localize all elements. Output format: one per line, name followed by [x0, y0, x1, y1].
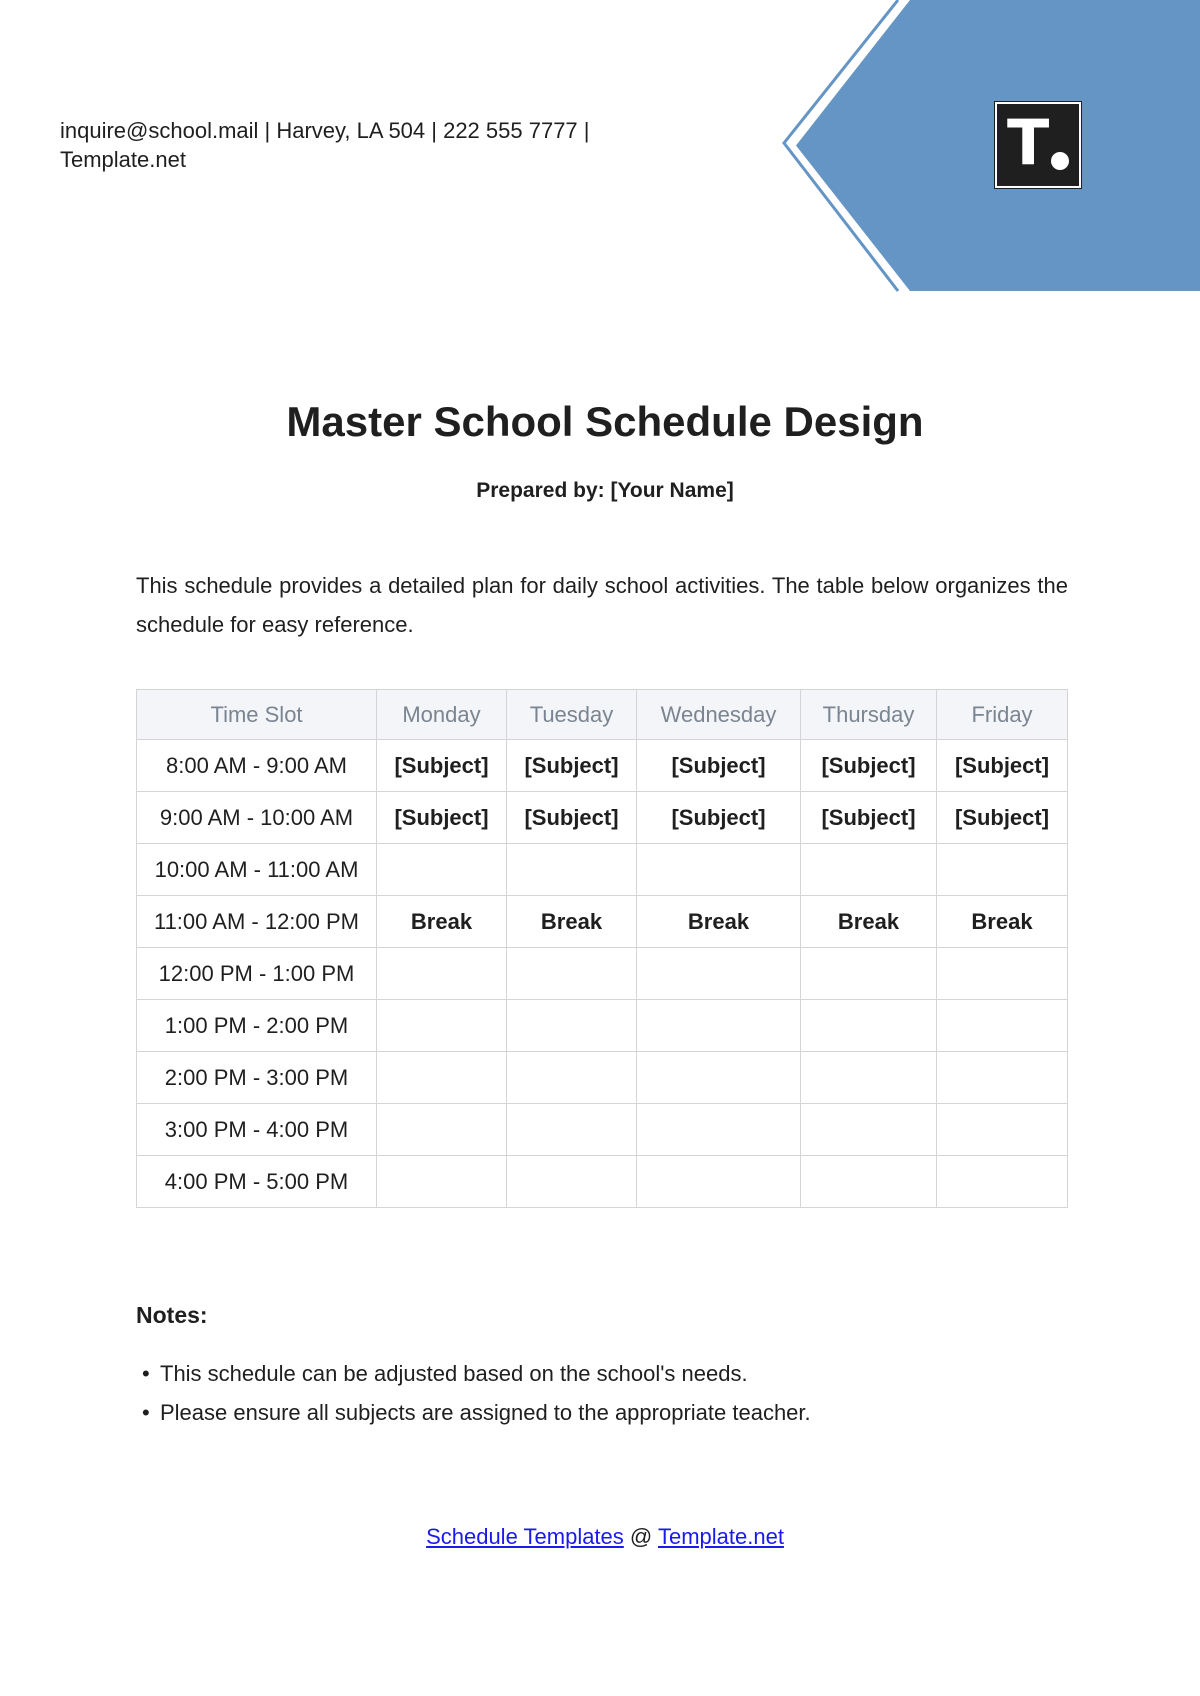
table-cell — [507, 1156, 637, 1208]
time-slot-cell: 12:00 PM - 1:00 PM — [137, 948, 377, 1000]
table-row — [137, 1052, 1068, 1104]
table-row — [137, 896, 1068, 948]
time-slot-cell: 11:00 AM - 12:00 PM — [137, 896, 377, 948]
table-cell: Break — [377, 896, 507, 948]
table-row — [137, 792, 1068, 844]
time-slot-cell: 9:00 AM - 10:00 AM — [137, 792, 377, 844]
header-wednesday: Wednesday — [637, 690, 801, 740]
table-cell — [637, 1104, 801, 1156]
header-thursday: Thursday — [801, 690, 937, 740]
table-cell — [801, 948, 937, 1000]
time-slot-cell: 10:00 AM - 11:00 AM — [137, 844, 377, 896]
table-cell: [Subject] — [801, 740, 937, 792]
table-cell — [801, 1052, 937, 1104]
table-row — [137, 1104, 1068, 1156]
logo-letter: T — [1007, 106, 1050, 179]
table-cell — [377, 1000, 507, 1052]
page-title: Master School Schedule Design — [286, 398, 924, 445]
table-cell — [377, 948, 507, 1000]
intro-paragraph: This schedule provides a detailed plan for daily school activities. The table below organizes the schedule for easy reference. — [136, 573, 1068, 637]
table-cell: [Subject] — [937, 740, 1068, 792]
table-cell — [507, 1104, 637, 1156]
footer — [0, 1524, 1200, 1550]
header-friday: Friday — [937, 690, 1068, 740]
table-cell — [937, 1104, 1068, 1156]
list-item: • This schedule can be adjusted based on the school's needs. — [136, 1354, 1036, 1393]
table-cell — [801, 1156, 937, 1208]
table-cell — [377, 1052, 507, 1104]
time-slot-cell: 8:00 AM - 9:00 AM — [137, 740, 377, 792]
table-cell — [937, 1000, 1068, 1052]
table-cell — [377, 1156, 507, 1208]
table-row — [137, 1156, 1068, 1208]
schedule-templates-link[interactable]: Schedule Templates — [426, 1524, 624, 1549]
logo-dot-icon — [1051, 152, 1069, 170]
prepared-by: Prepared by: [Your Name] — [476, 479, 734, 502]
header-tuesday: Tuesday — [507, 690, 637, 740]
table-header-row — [137, 690, 1068, 740]
table-cell: [Subject] — [637, 740, 801, 792]
table-cell — [937, 1052, 1068, 1104]
table-cell — [507, 1052, 637, 1104]
table-cell — [507, 1000, 637, 1052]
table-cell — [507, 948, 637, 1000]
table-cell — [377, 844, 507, 896]
table-cell — [637, 948, 801, 1000]
table-cell — [377, 1104, 507, 1156]
time-slot-cell: 4:00 PM - 5:00 PM — [137, 1156, 377, 1208]
table-cell — [637, 844, 801, 896]
table-cell: Break — [507, 896, 637, 948]
contact-info — [60, 116, 680, 174]
list-item: • Please ensure all subjects are assigned to the appropriate teacher. — [136, 1393, 1036, 1432]
time-slot-cell: 1:00 PM - 2:00 PM — [137, 1000, 377, 1052]
table-row — [137, 1000, 1068, 1052]
header-time-slot: Time Slot — [137, 690, 377, 740]
table-cell — [801, 1104, 937, 1156]
table-cell — [937, 844, 1068, 896]
time-slot-cell: 2:00 PM - 3:00 PM — [137, 1052, 377, 1104]
footer-separator: @ — [623, 1524, 658, 1549]
table-row — [137, 740, 1068, 792]
table-cell — [801, 1000, 937, 1052]
table-cell — [637, 1052, 801, 1104]
table-cell: [Subject] — [507, 740, 637, 792]
table-cell: [Subject] — [377, 792, 507, 844]
table-cell — [637, 1156, 801, 1208]
template-net-link[interactable]: Template.net — [657, 1524, 784, 1549]
notes-heading: Notes: — [136, 1302, 208, 1328]
table-cell — [507, 844, 637, 896]
schedule-table — [136, 689, 1068, 1208]
table-cell: [Subject] — [937, 792, 1068, 844]
table-cell: [Subject] — [377, 740, 507, 792]
table-row — [137, 844, 1068, 896]
contact-line-1: inquire@school.mail | Harvey, LA 504 | 222 555 7777 | — [60, 118, 590, 143]
time-slot-cell: 3:00 PM - 4:00 PM — [137, 1104, 377, 1156]
table-cell: [Subject] — [507, 792, 637, 844]
template-logo — [995, 102, 1081, 188]
table-row — [137, 948, 1068, 1000]
table-cell: [Subject] — [637, 792, 801, 844]
table-cell: [Subject] — [801, 792, 937, 844]
table-cell: Break — [801, 896, 937, 948]
table-cell — [937, 1156, 1068, 1208]
table-cell: Break — [637, 896, 801, 948]
notes-list — [136, 1354, 1036, 1432]
table-cell — [801, 844, 937, 896]
contact-line-2: Template.net — [60, 147, 186, 172]
table-cell — [637, 1000, 801, 1052]
table-cell: Break — [937, 896, 1068, 948]
header-monday: Monday — [377, 690, 507, 740]
table-cell — [937, 948, 1068, 1000]
